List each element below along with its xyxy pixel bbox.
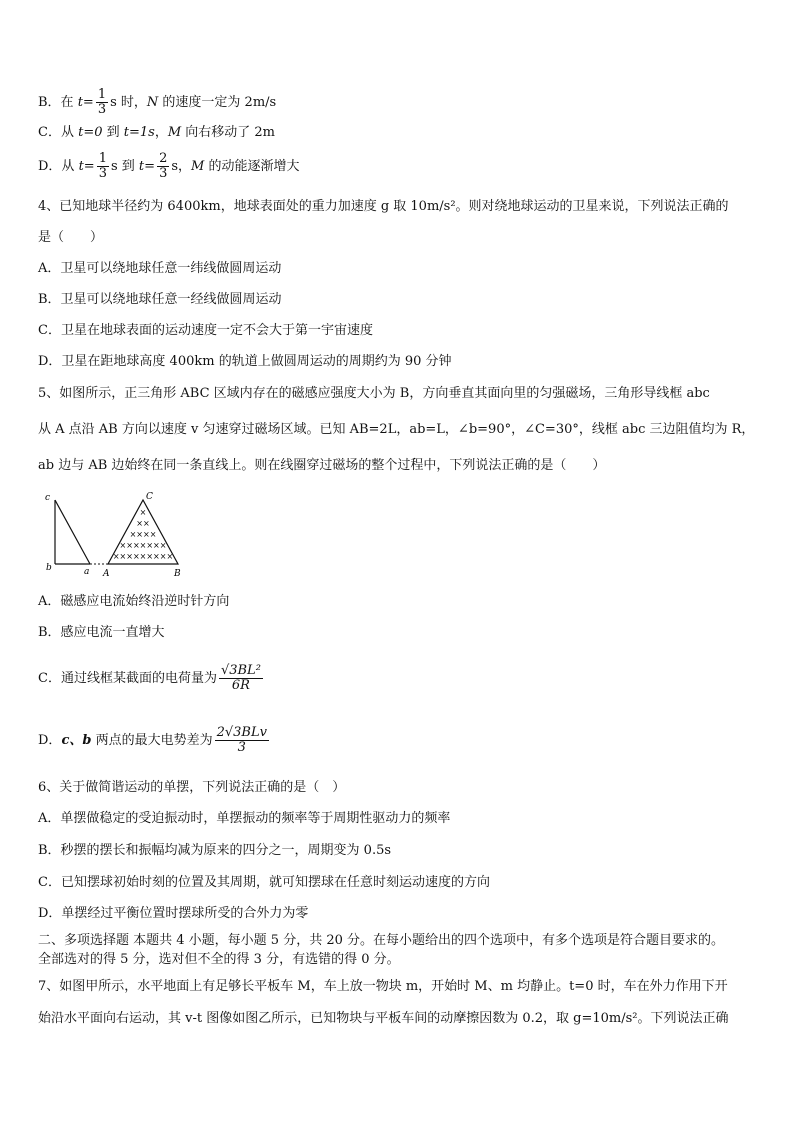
label-A: A bbox=[103, 569, 110, 579]
q6-option-b: B．秒摆的摆长和振幅均减为原来的四分之一，周期变为 0.5s bbox=[38, 843, 392, 858]
q4-option-d: D．卫星在距地球高度 400km 的轨道上做圆周运动的周期约为 90 分钟 bbox=[38, 354, 452, 369]
q5-option-d: D．c、b 两点的最大电势差为 $\frac{\text{2√3BLv}}{3}$ bbox=[38, 725, 267, 755]
field-row: ×× bbox=[136, 519, 150, 528]
fraction: $\frac{1}{3}$ bbox=[97, 87, 107, 117]
q4-option-b: B．卫星可以绕地球任意一经线做圆周运动 bbox=[38, 292, 282, 307]
q3-option-d: D．从 t= $\frac{1}{3}$ s 到 t= $\frac{2}{3}$ s，M 的动能逐渐增大 bbox=[38, 151, 300, 181]
q4-stem-line1: 4、已知地球半径约为 6400km，地球表面处的重力加速度 g 取 10m/s²。则对绕地球运动的卫星来说，下列说法正确的 bbox=[38, 199, 729, 214]
q5-option-a: A．磁感应电流始终沿逆时针方向 bbox=[38, 594, 230, 609]
q3-option-b: B．在 t= $\frac{1}{3}$ s 时，N 的速度一定为 2m/s bbox=[38, 87, 277, 117]
q6-option-d: D．单摆经过平衡位置时摆球所受的合外力为零 bbox=[38, 906, 309, 921]
q5-stem-line2: 从 A 点沿 AB 方向以速度 v 匀速穿过磁场区域。已知 AB=2L，ab=L，∠b=90°，∠C=30°，线框 abc 三边阻值均为 R， bbox=[38, 422, 755, 437]
q7-stem-line1: 7、如图甲所示，水平地面上有足够长平板车 M，车上放一物块 m，开始时 M、m 均静止。t=0 时，车在外力作用下开 bbox=[38, 979, 728, 994]
label-c: c bbox=[45, 493, 51, 503]
label-b: b bbox=[46, 563, 52, 573]
label-C: C bbox=[146, 492, 153, 502]
field-row: ××××××× bbox=[119, 541, 167, 550]
field-row: × bbox=[139, 508, 147, 517]
q6-stem: 6、关于做简谐运动的单摆，下列说法正确的是（ ） bbox=[38, 780, 346, 795]
q5-option-c: C．通过线框某截面的电荷量为 $\frac{\text{√3BL²}}{6R}$ bbox=[38, 663, 261, 693]
section2-instructions-line1: 二、多项选择题 本题共 4 小题，每小题 5 分，共 20 分。在每小题给出的四个选项中，有多个选项是符合题目要求的。 bbox=[38, 933, 725, 948]
q5-option-b: B．感应电流一直增大 bbox=[38, 625, 165, 640]
label-B: B bbox=[174, 569, 181, 579]
section2-instructions-line2: 全部选对的得 5 分，选对但不全的得 3 分，有选错的得 0 分。 bbox=[38, 952, 400, 967]
fraction: $\frac{\text{2√3BLv}}{3}$ bbox=[216, 725, 267, 755]
q3-option-c: C．从 t=0 到 t=1s，M 向右移动了 2m bbox=[38, 125, 276, 140]
fraction: $\frac{\text{√3BL²}}{6R}$ bbox=[220, 663, 261, 693]
label-a: a bbox=[84, 567, 90, 577]
q5-stem-line3: ab 边与 AB 边始终在同一条直线上。则在线圈穿过磁场的整个过程中，下列说法正确的是（ ） bbox=[38, 458, 606, 473]
field-row: ×××× bbox=[129, 530, 157, 539]
q7-stem-line2: 始沿水平面向右运动，其 v-t 图像如图乙所示，已知物块与平板车间的动摩擦因数为 0.2，取 g=10m/s²。下列说法正确 bbox=[38, 1011, 729, 1026]
fraction: $\frac{1}{3}$ bbox=[98, 151, 107, 181]
q5-stem-line1: 5、如图所示，正三角形 ABC 区域内存在的磁感应强度大小为 B，方向垂直其面向里的匀强磁场，三角形导线框 abc bbox=[38, 386, 710, 401]
q6-option-a: A．单摆做稳定的受迫振动时，单摆振动的频率等于周期性驱动力的频率 bbox=[38, 811, 451, 826]
q4-stem-line2: 是（ ） bbox=[38, 230, 104, 245]
q4-option-a: A．卫星可以绕地球任意一纬线做圆周运动 bbox=[38, 261, 282, 276]
q5-figure bbox=[40, 488, 200, 580]
field-row: ××××××××× bbox=[112, 552, 174, 561]
q4-option-c: C．卫星在地球表面的运动速度一定不会大于第一宇宙速度 bbox=[38, 323, 373, 338]
fraction: $\frac{2}{3}$ bbox=[159, 151, 168, 181]
q6-option-c: C．已知摆球初始时刻的位置及其周期，就可知摆球在任意时刻运动速度的方向 bbox=[38, 875, 490, 890]
